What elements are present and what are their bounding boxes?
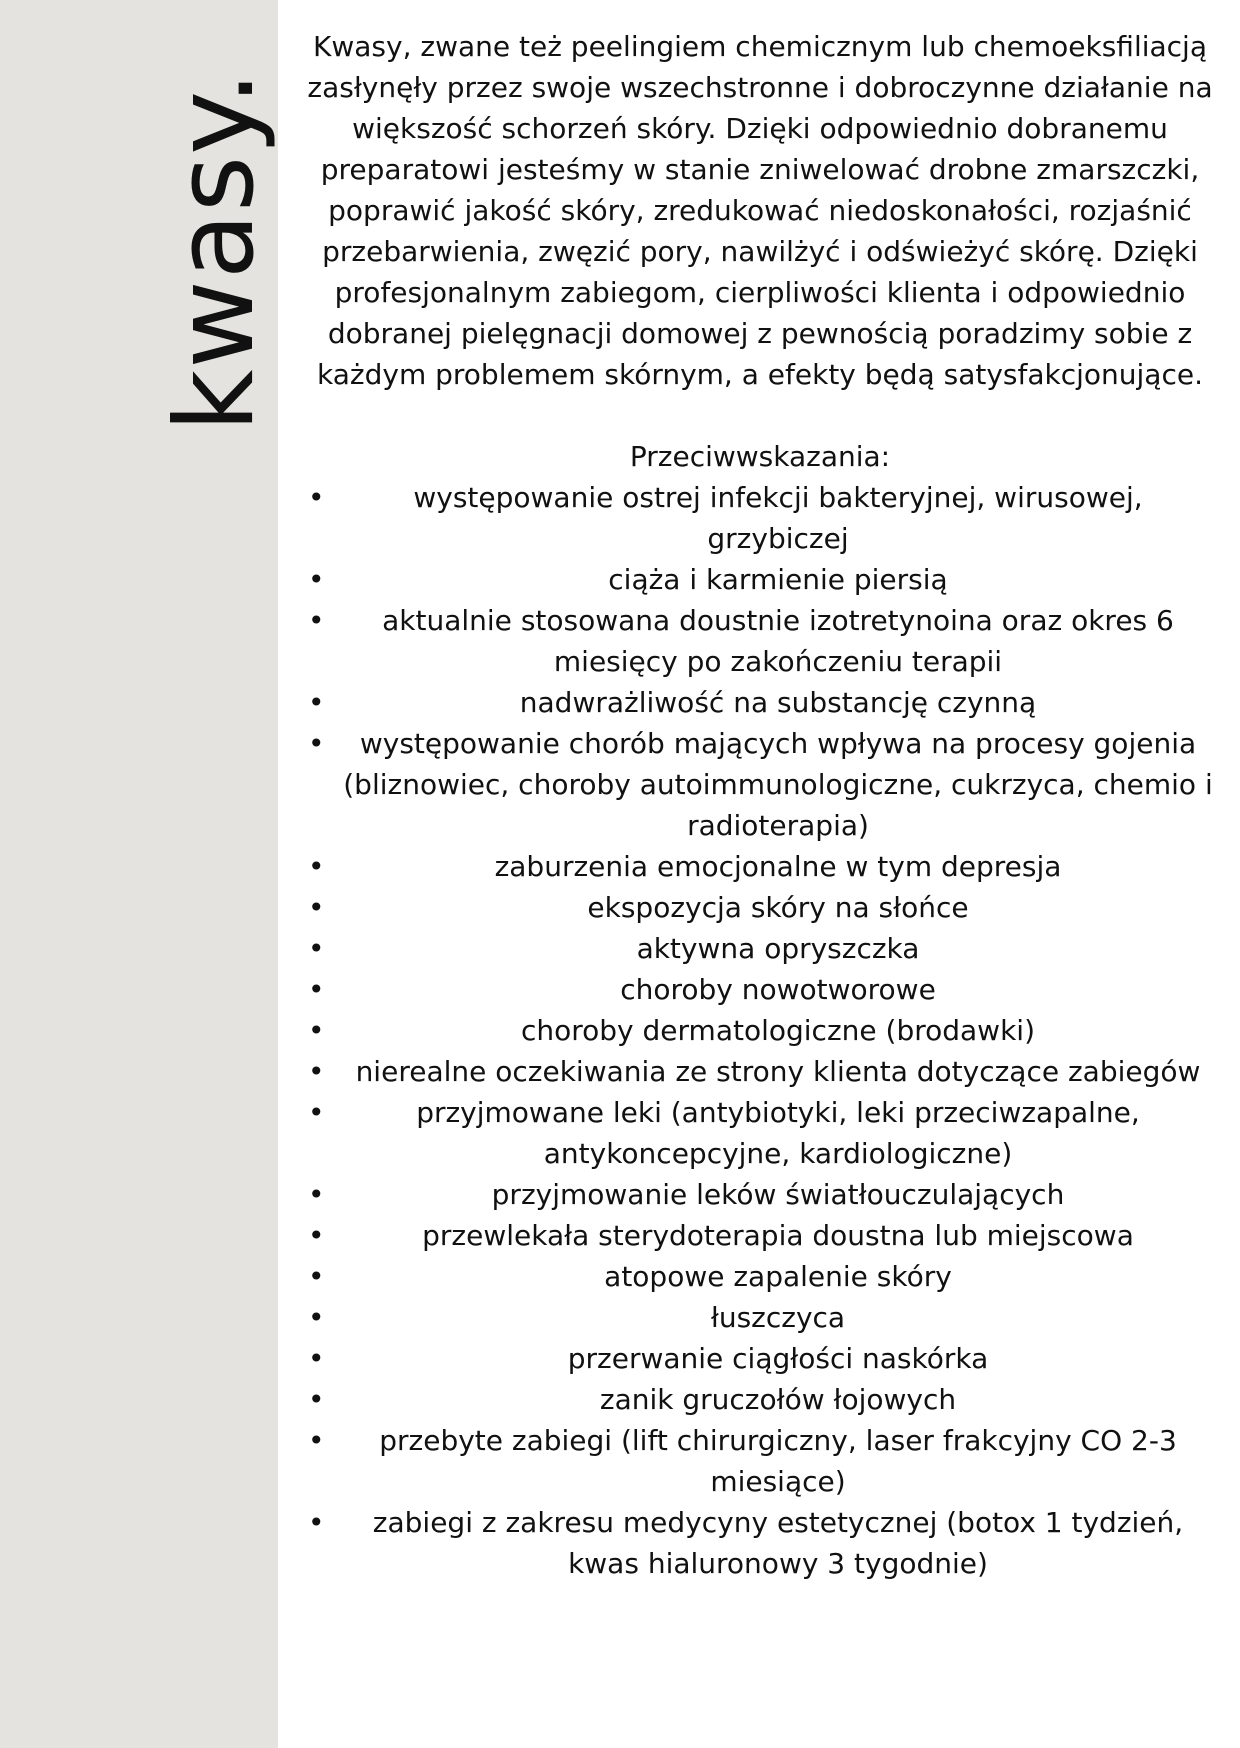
list-item-text: przerwanie ciągłości naskórka: [567, 1342, 989, 1375]
list-item: [300, 1256, 1220, 1297]
list-item: [300, 1010, 1220, 1051]
list-item: [300, 600, 1220, 682]
contraindications-list: [300, 477, 1220, 1584]
bullet-icon: •: [308, 1178, 325, 1211]
list-item: [300, 1502, 1220, 1584]
list-item: [300, 1215, 1220, 1256]
list-item: [300, 1297, 1220, 1338]
sidebar-panel: [0, 0, 278, 1748]
list-item: [300, 846, 1220, 887]
list-item-text: łuszczyca: [710, 1301, 846, 1334]
bullet-icon: •: [308, 481, 325, 514]
list-item: [300, 1092, 1220, 1174]
list-item-text: przyjmowanie leków światłouczulających: [491, 1178, 1065, 1211]
bullet-icon: •: [308, 1014, 325, 1047]
bullet-icon: •: [308, 891, 325, 924]
bullet-icon: •: [308, 563, 325, 596]
list-item-text: aktualnie stosowana doustnie izotretynoina oraz okres 6 miesięcy po zakończeniu terapii: [382, 604, 1174, 678]
bullet-icon: •: [308, 932, 325, 965]
list-item: [300, 1379, 1220, 1420]
list-item: [300, 969, 1220, 1010]
list-item-text: choroby nowotworowe: [620, 973, 936, 1006]
bullet-icon: •: [308, 1096, 325, 1129]
main-content: [300, 26, 1220, 1584]
list-item: [300, 1338, 1220, 1379]
bullet-icon: •: [308, 1506, 325, 1539]
bullet-icon: •: [308, 727, 325, 760]
list-item: [300, 1174, 1220, 1215]
list-item-text: zaburzenia emocjonalne w tym depresja: [494, 850, 1062, 883]
intro-paragraph: Kwasy, zwane też peelingiem chemicznym lub chemoeksfiliacją zasłynęły przez swoje wszechstronne i dobroczynne działanie na większość schorzeń skóry. Dzięki odpowiednio dobranemu preparatowi jesteśmy w stanie zniwelować drobne zmarszczki, poprawić jakość skóry, zredukować niedoskonałości, rozjaśnić przebarwienia, zwęzić pory, nawilżyć i odświeżyć skórę. Dzięki profesjonalnym zabiegom, cierpliwości klienta i odpowiednio dobranej pielęgnacji domowej z pewnością poradzimy sobie z każdym problemem skórnym, a efekty będą satysfakcjonujące.: [307, 30, 1213, 391]
bullet-icon: •: [308, 1260, 325, 1293]
page-title: kwasy.: [153, 70, 278, 433]
list-item-text: zanik gruczołów łojowych: [599, 1383, 957, 1416]
list-item: [300, 1420, 1220, 1502]
list-item: [300, 723, 1220, 846]
list-item-text: występowanie ostrej infekcji bakteryjnej, wirusowej, grzybiczej: [413, 481, 1143, 555]
bullet-icon: •: [308, 850, 325, 883]
list-item-text: występowanie chorób mających wpływa na procesy gojenia (bliznowiec, choroby autoimmunologiczne, cukrzyca, chemio i radioterapia): [343, 727, 1213, 842]
list-item-text: atopowe zapalenie skóry: [604, 1260, 952, 1293]
bullet-icon: •: [308, 1342, 325, 1375]
list-item: [300, 477, 1220, 559]
list-item-text: przyjmowane leki (antybiotyki, leki przeciwzapalne, antykoncepcyjne, kardiologiczne): [416, 1096, 1140, 1170]
list-item: [300, 928, 1220, 969]
list-item-text: przewlekała sterydoterapia doustna lub miejscowa: [422, 1219, 1134, 1252]
contraindications-heading: Przeciwwskazania:: [629, 440, 891, 473]
bullet-icon: •: [308, 1219, 325, 1252]
bullet-icon: •: [308, 686, 325, 719]
list-item-text: zabiegi z zakresu medycyny estetycznej (botox 1 tydzień, kwas hialuronowy 3 tygodnie): [372, 1506, 1184, 1580]
list-item: [300, 559, 1220, 600]
list-item: [300, 1051, 1220, 1092]
list-item-text: ciąża i karmienie piersią: [608, 563, 948, 596]
list-item-text: aktywna opryszczka: [636, 932, 920, 965]
list-item: [300, 682, 1220, 723]
list-item: [300, 887, 1220, 928]
bullet-icon: •: [308, 973, 325, 1006]
list-item-text: nierealne oczekiwania ze strony klienta dotyczące zabiegów: [355, 1055, 1201, 1088]
bullet-icon: •: [308, 604, 325, 637]
bullet-icon: •: [308, 1055, 325, 1088]
list-item-text: nadwrażliwość na substancję czynną: [519, 686, 1037, 719]
bullet-icon: •: [308, 1301, 325, 1334]
list-item-text: choroby dermatologiczne (brodawki): [520, 1014, 1035, 1047]
list-item-text: ekspozycja skóry na słońce: [587, 891, 969, 924]
bullet-icon: •: [308, 1383, 325, 1416]
list-item-text: przebyte zabiegi (lift chirurgiczny, laser frakcyjny CO 2-3 miesiące): [379, 1424, 1177, 1498]
bullet-icon: •: [308, 1424, 325, 1457]
